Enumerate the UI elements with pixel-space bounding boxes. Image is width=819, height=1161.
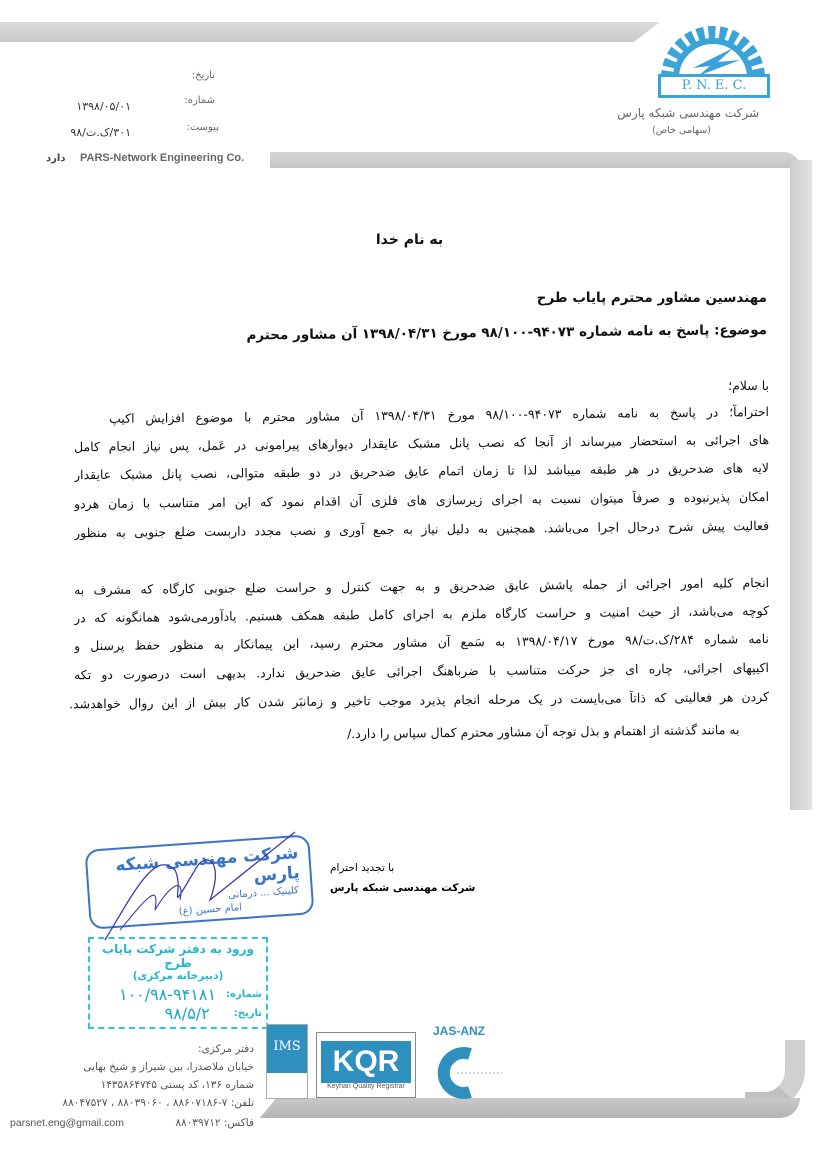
letterhead-band-bottom — [260, 1098, 800, 1118]
body-line: کردن هر فعالیتی که ذاتاً می‌بایست در یک مرحله انجام پذیرد موجب تاخیر و زمانبَر شدن کار بیش از این روال خواهدشد. — [68, 689, 770, 712]
stamp-date-value: ۹۸/۵/۲ — [164, 1004, 210, 1023]
kqr-label: KQR — [321, 1041, 411, 1083]
recipient: مهندسین مشاور محترم پایاب طرح — [536, 290, 767, 306]
kqr-caption: Keyhan Quality Registrar — [327, 1083, 405, 1090]
ims-label: IMS — [267, 1025, 307, 1073]
body-line: امکان پذیرنبوده و صرفاً میتوان نسبت به اجرای زیرسازی های فلزی آن اقدام نمود که این امر متناسب با زمان هردو — [73, 489, 770, 512]
closing-line: به مانند گذشته از اهتمام و بذل توجه آن مشاور محترم کمال سپاس را دارد./ — [346, 722, 740, 742]
address-line: خیابان ملاصدرا، بین شیراز و شیخ بهایی — [83, 1061, 254, 1073]
signatory: شرکت مهندسی شبکه پارس — [330, 882, 476, 894]
regards: با تجدید احترام — [330, 862, 395, 874]
letter-heading: به نام خدا — [375, 232, 444, 248]
body-line: نامه شماره ۲۸۴/ک.ت/۹۸ مورخ ۱۳۹۸/۰۴/۱۷ به سَمع آن مشاور محترم رسید، این پیمانکار به منظور حفظ پرسنل و — [73, 631, 770, 654]
date-label: تاریخ: — [191, 70, 215, 81]
body-line: لایه های ضدحریق در هر طبقه میباشد لذا تا زمان اتمام عایق ضدحریق در دو طبقه متوالی، نصب پانل مشبک عایقدار — [73, 460, 770, 483]
logo-text: P. N. E. C. — [658, 74, 770, 98]
stamp-subtitle: (دبیرخانه مرکزی) — [132, 970, 224, 982]
letterhead-band-right — [790, 160, 812, 810]
greeting: با سلام؛ — [728, 378, 769, 393]
letterhead-band-top — [0, 22, 660, 42]
stamp-text: شرکت مهندسی شبکه پارس — [114, 843, 301, 887]
stamp-number-label: شماره: — [226, 989, 262, 1000]
signature — [95, 830, 305, 950]
ims-cert-logo — [266, 1024, 308, 1099]
body-line: اکیپهای اجرائی، چاره ای جز حرکت متناسب با ضرباهنگ اجرائی عایق ضدحریق ندارد. بدیهی است درصورت دو تکه — [73, 660, 770, 683]
stamp-number-value: ۱۰۰/۹۸-۹۴۱۸۱ — [118, 985, 217, 1004]
address-line: شماره ۱۳۶، کد پستی ۱۴۳۵۸۶۴۷۴۵ — [100, 1079, 254, 1091]
body-line: های اجرائی به استحضار میرساند از آنجا که نصب پانل مشبک عایقدار دیوارهای پیرامونی در عَمل، پس نیاز انجام کامل — [73, 432, 770, 455]
number-value: ۳۰۱/ک.ت/۹۸ — [70, 126, 131, 139]
subject: موضوع: پاسخ به نامه شماره ۹۴۰۷۳-۹۸/۱۰۰ مورخ ۱۳۹۸/۰۴/۳۱ آن مشاور محترم — [246, 322, 768, 344]
stamp-text: امام حسین (ع) — [178, 902, 243, 918]
company-name-en: PARS-Network Engineering Co. — [80, 152, 245, 164]
company-name-fa: شرکت مهندسی شبکه پارس — [617, 106, 759, 120]
company-logo — [648, 20, 778, 106]
body-line: احتراماً؛ در پاسخ به نامه شماره ۹۴۰۷۳-۹۸/۱۰۰ مورخ ۱۳۹۸/۰۴/۳۱ آن مشاور محترم با موضوع افزایش اکیپ — [108, 404, 770, 426]
fax: فاکس: ۸۸۰۳۹۷۱۲ — [175, 1117, 254, 1129]
letterhead-band — [270, 152, 800, 168]
stamp-title: ورود به دفتر شرکت پایاب طرح — [102, 942, 254, 970]
number-label: شماره: — [184, 95, 215, 106]
kqr-cert-logo — [316, 1032, 416, 1098]
company-type: (سهامی خاص) — [652, 125, 711, 136]
email: parsnet.eng@gmail.com — [10, 1117, 124, 1129]
body-line: فعالیت پیش شرح درحال اجرا می‌باشد. همچنین به دلیل نیاز به جمع آوری و نصب مجدد داربست ضلع جنوبی به منظور — [73, 518, 770, 541]
jasanz-logo-icon — [432, 1042, 502, 1102]
body-line: کوچه می‌باشد، از حیث امنیت و حراست کارگاه ملزم به اجرای کامل طبقه همکف هستیم. یادآورمی‌شود همانگونه که در — [73, 603, 770, 626]
attachment-label: پیوست: — [186, 122, 219, 133]
attachment-status: دارد — [46, 153, 66, 164]
receipt-stamp — [88, 937, 268, 1029]
date-value: ۱۳۹۸/۰۵/۰۱ — [76, 100, 131, 113]
stamp-date-label: تاریخ: — [233, 1008, 262, 1019]
phone: تلفن: ۷-۸۸۶۰۷۱۸۶ ، ۸۸۰۳۹۰۶۰ ، ۸۸۰۴۷۵۲۷ — [62, 1097, 254, 1109]
jasanz-label: JAS-ANZ — [433, 1024, 486, 1038]
body-line: انجام کلیه امور اجرائی از جمله پاشش عایق ضدحریق و به جهت کنترل و حراست ضلع جنوبی کارگاه که مشرف به — [73, 575, 770, 598]
office-label: دفتر مرکزی: — [198, 1043, 254, 1055]
stamp-text: کلینیک ... درمانی — [227, 885, 300, 902]
